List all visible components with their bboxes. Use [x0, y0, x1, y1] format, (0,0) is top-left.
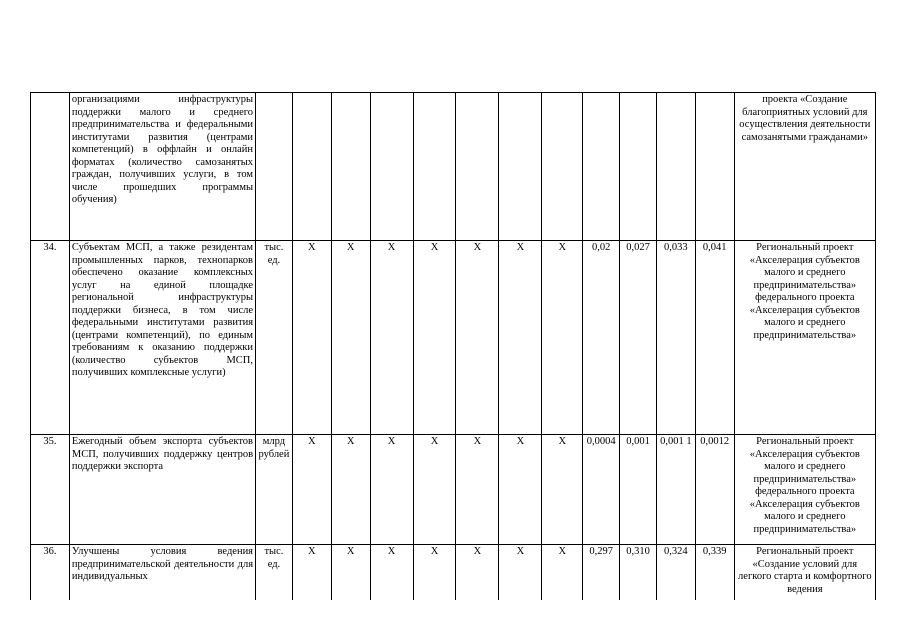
value-cell: 0,297: [583, 545, 620, 601]
year-cell: Х: [331, 241, 370, 435]
indicator-description: Субъектам МСП, а также резидентам промышленных парков, технопарков обеспечено оказание комплексных услуг на единой площадке региональной инфраструктуры поддержки бизнеса, в том числе федеральными институтами развития (центрами компетенций), по единым требованиям к оказанию поддержки (количество субъектов МСП, получивших комплексные услуги): [69, 241, 255, 435]
value-cell: 0,339: [695, 545, 734, 601]
year-cell: Х: [370, 545, 413, 601]
row-number: 35.: [31, 435, 70, 545]
year-cell: Х: [456, 545, 499, 601]
value-cell: [695, 93, 734, 241]
table-row: [31, 93, 876, 241]
value-cell: 0,001 1: [656, 435, 695, 545]
year-cell: Х: [456, 435, 499, 545]
value-cell: [583, 93, 620, 241]
year-cell: Х: [413, 435, 456, 545]
table-row: [31, 545, 876, 601]
value-cell: 0,0004: [583, 435, 620, 545]
value-cell: 0,001: [620, 435, 657, 545]
year-cell: [413, 93, 456, 241]
indicator-description: Улучшены условия ведения предпринимательской деятельности для индивидуальных: [69, 545, 255, 601]
year-cell: [456, 93, 499, 241]
year-cell: Х: [370, 241, 413, 435]
table-row: [31, 241, 876, 435]
year-cell: [542, 93, 583, 241]
value-cell: 0,027: [620, 241, 657, 435]
year-cell: Х: [456, 241, 499, 435]
year-cell: Х: [413, 545, 456, 601]
row-number: [31, 93, 70, 241]
value-cell: 0,02: [583, 241, 620, 435]
year-cell: Х: [499, 545, 542, 601]
unit-cell: [256, 93, 293, 241]
year-cell: Х: [370, 435, 413, 545]
source-project: Региональный проект «Создание условий для легкого старта и комфортного ведения: [734, 545, 875, 601]
year-cell: [499, 93, 542, 241]
year-cell: Х: [292, 435, 331, 545]
unit-cell: млрд рублей: [256, 435, 293, 545]
year-cell: Х: [292, 241, 331, 435]
value-cell: 0,324: [656, 545, 695, 601]
value-cell: 0,041: [695, 241, 734, 435]
year-cell: Х: [542, 241, 583, 435]
source-project: проекта «Создание благоприятных условий для осуществления деятельности самозанятыми гражданами»: [734, 93, 875, 241]
indicators-table: [30, 92, 876, 600]
year-cell: Х: [542, 545, 583, 601]
row-number: 36.: [31, 545, 70, 601]
year-cell: Х: [499, 241, 542, 435]
year-cell: Х: [292, 545, 331, 601]
table-row: [31, 435, 876, 545]
year-cell: Х: [331, 435, 370, 545]
year-cell: Х: [331, 545, 370, 601]
row-number: 34.: [31, 241, 70, 435]
value-cell: 0,0012: [695, 435, 734, 545]
unit-cell: тыс. ед.: [256, 545, 293, 601]
year-cell: Х: [413, 241, 456, 435]
document-page: [30, 92, 876, 600]
value-cell: [620, 93, 657, 241]
year-cell: [331, 93, 370, 241]
unit-cell: тыс. ед.: [256, 241, 293, 435]
year-cell: [370, 93, 413, 241]
value-cell: 0,310: [620, 545, 657, 601]
source-project: Региональный проект «Акселерация субъектов малого и среднего предпринимательства» федерального проекта «Акселерация субъектов малого и среднего предпринимательства»: [734, 435, 875, 545]
year-cell: Х: [542, 435, 583, 545]
year-cell: Х: [499, 435, 542, 545]
indicator-description: организациями инфраструктуры поддержки малого и среднего предпринимательства и федеральными институтами развития (центрами компетенций) в оффлайн и онлайн форматах (количество самозанятых граждан, получивших услуги, в том числе прошедших программы обучения): [69, 93, 255, 241]
source-project: Региональный проект «Акселерация субъектов малого и среднего предпринимательства» федерального проекта «Акселерация субъектов малого и среднего предпринимательства»: [734, 241, 875, 435]
year-cell: [292, 93, 331, 241]
value-cell: 0,033: [656, 241, 695, 435]
indicator-description: Ежегодный объем экспорта субъектов МСП, получивших поддержку центров поддержки экспорта: [69, 435, 255, 545]
value-cell: [656, 93, 695, 241]
